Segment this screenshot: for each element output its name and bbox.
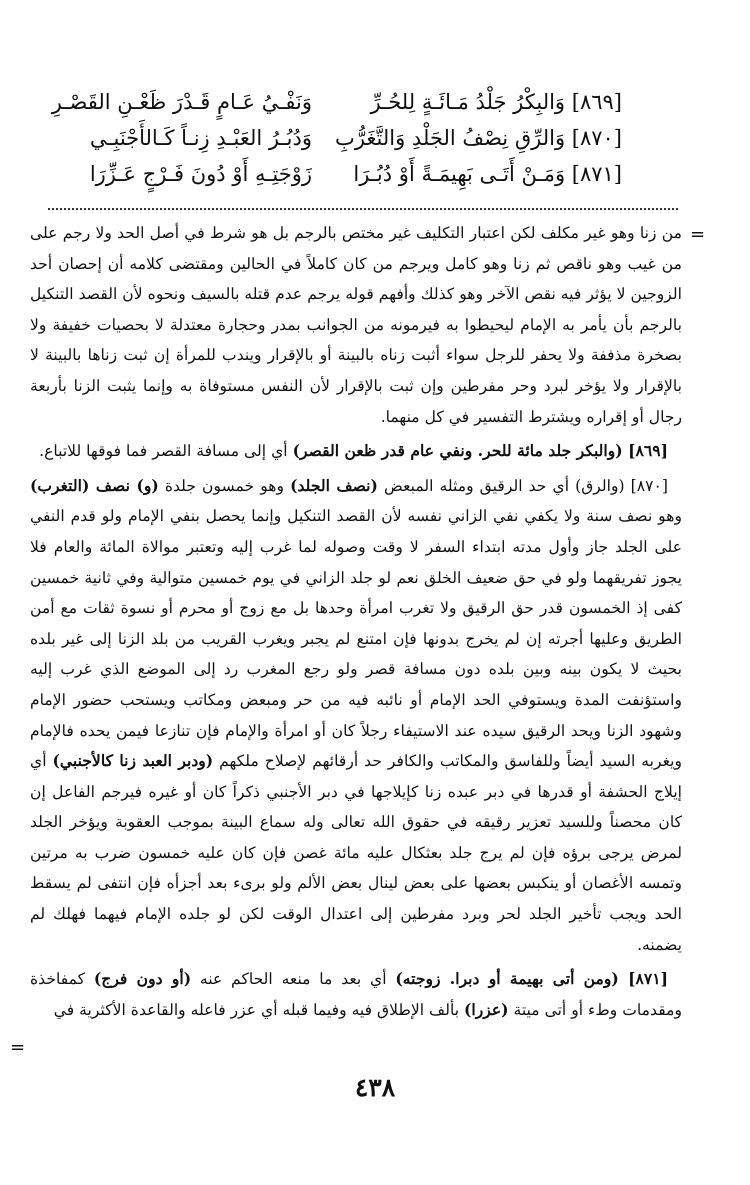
commentary-text — [30, 218, 682, 1025]
commentary-segment: أي بعد ما منعه الحاكم عنه — [191, 970, 396, 989]
verse-second-hemistich: زَوْجَتِـهِ أَوْ دُونَ فَـرْجٍ عَـزِّرَا — [89, 162, 312, 186]
commentary-segment: وهو خمسون جلدة — [158, 476, 291, 495]
commentary-paragraph: من زنا وهو غير مكلف لكن اعتبار التكليف غير مختص بالرجم بل هو شرط في أصل الحد ولا رجم على من غيب وهو ناقص ثم زنا وهو كامل ويرجم من كان كاملاً في الحالين ومقتضى كلامه أن إحصان أحد الزوجين لا يؤثر فيه نقص الآخر وهو كذلك وأفهم قوله يرجم عدم قتله بالسيف ونحوه لأن القصد التنكيل بالرجم بأن يأمر به الإمام ليحيطوا به فيرمونه من الجوانب بمدر وحجارة معتدلة لا بحصيات خفيفة ولا بصخرة مذففة ولا يحفر للرجل سواء أثبت زناه بالبينة أو بالإقرار ويندب للمرأة إن ثبت زناها بالبينة لا بالإقرار ولا يؤخر لبرد وحر مفرطين وإن ثبت بالإقرار لأن النفس مستوفاة به وإنما يثبت الزنا بأربعة رجال أو إقراره ويشترط التفسير في كل منهما. — [30, 224, 682, 426]
commentary-segment: [٨٧٠] (والرق) أي حد الرقيق ومثله المبعض — [377, 476, 668, 495]
verse-second-hemistich: وَنَفْـيُ عَـامٍ قَـدْرَ ظَعْـنِ القَصْـرِ — [51, 90, 312, 114]
commentary-paragraph-869 — [30, 436, 682, 467]
quoted-verse: (نصف الجلد) — [290, 475, 378, 495]
quoted-verse: (عزرا) — [464, 999, 509, 1019]
quoted-verse: (و) نصف (التغرب) — [30, 475, 159, 495]
verse-block — [51, 84, 622, 192]
quoted-verse: (أو دون فرج) — [93, 969, 192, 989]
quoted-verse: [٨٧١] (ومن أتى بهيمة أو دبرا. زوجته) — [395, 969, 668, 989]
commentary-segment: بألف الإطلاق فيه وفيما قبله أي عزر فاعله والقاعدة الأكثرية في — [53, 1000, 464, 1019]
verse-first-hemistich: [٨٦٩] وَالبِكْرُ جَلْدُ مَـائَـةٍ لِلحُـرِّ — [370, 90, 622, 114]
commentary-paragraph-871 — [30, 964, 682, 1025]
commentary-segment: كمفاخذة ومقدمات وطء أو أتى ميتة — [30, 970, 682, 1019]
verse-line-870 — [62, 120, 622, 156]
continuation-mark-bottom: = — [10, 1037, 26, 1058]
commentary-segment: أي إلى مسافة القصر فما فوقها للاتباع. — [39, 442, 293, 461]
page-number: ٤٣٨ — [354, 1073, 396, 1102]
continuation-mark-top: = — [690, 224, 706, 245]
commentary-segment: وهو نصف سنة ولا يكفي نفي الزاني نفسه لأن القصد التنكيل وإنما يحصل بنفي الإمام ولو قدم النفي على الجلد جاز وأول مدته ابتداء السفر لا وقت وصوله لما غرب إليه وتعتبر موالاة المائة والعام فلا يجوز تفريقهما ولو في حق ضعيف الخلق نعم لو جلد الزاني في يوم خمسين متوالية وفي ثانية خمسين كفى إذ الخمسون قدر حق الرقيق ولا تغرب امرأة وحدها بل مع زوج أو محرم أو نسوة ثقات مع أمن الطريق وعليها أجرته إن لم يخرج بدونها فإن امتنع لم يجبر ويغرب القريب من بلد الزنا إلى غير بلده بحيث لا يكون بينه وبين بلده دون مسافة قصر ولو رجع المغرب رد إلى الموضع الذي غرب إليه واستؤنفت المدة ويستوفي الحد الإمام أو نائبه فيه من حر ومبعض ومكاتب ويستحب حضور الإمام وشهود الزنا ويحد الرقيق سيده عند الاستيفاء رجلاً كان أو امرأة والإمام فإن تنازعا فيمن يحده فالإمام ويغربه السيد أيضاً وللفاسق والمكاتب والكافر حد أرقائهم لإصلاح ملكهم — [30, 507, 682, 771]
quoted-verse: (ودبر العبد زنا كالأجنبي) — [52, 751, 214, 771]
quoted-verse: [٨٦٩] (والبكر جلد مائة للحر. ونفي عام قدر ظعن القصر) — [292, 441, 668, 461]
verse-first-hemistich: [٨٧١] وَمَـنْ أَتَـى بَهِيمَـةً أَوْ دُبُـرَا — [353, 162, 622, 186]
verse-first-hemistich: [٨٧٠] وَالرِّقِ نِصْفُ الجَلْدِ وَالتَّغَرُّبِ — [335, 126, 622, 150]
verse-second-hemistich: وَدُبُـرُ العَبْـدِ زِنـاً كَـالأَجْنَبِـي — [89, 126, 312, 150]
verse-line-869 — [51, 84, 622, 120]
dotted-separator — [48, 208, 678, 210]
commentary-segment: أي إيلاج الحشفة أو قدرها في دبر عبده زنا كإيلاجها في دبر الأجنبي ذكراً كان أو غيره فيرجم الفاعل إن كان محصناً وللسيد تعزير رقيقه في حقوق الله تعالى وله سماع البينة بموجب العقوبة ويؤخر الجلد لمرض يرجى برؤه فإن لم يرج جلد بعثكال عليه مائة غصن فإن كان عليه خمسون ضرب به مرتين وتمسه الأغصان أو ينكبس بعضها على بعض لينال بعض الألم ولو برىء بعد أجزأه فإن انتفى لم يسقط الحد ويجب تأخير الجلد لحر وبرد مفرطين إلى اعتدال الوقت لكن لو جلده الإمام فيهما فهلك لم يضمنه. — [30, 752, 682, 954]
verse-line-871 — [62, 156, 622, 192]
commentary-paragraph-870 — [30, 471, 682, 961]
